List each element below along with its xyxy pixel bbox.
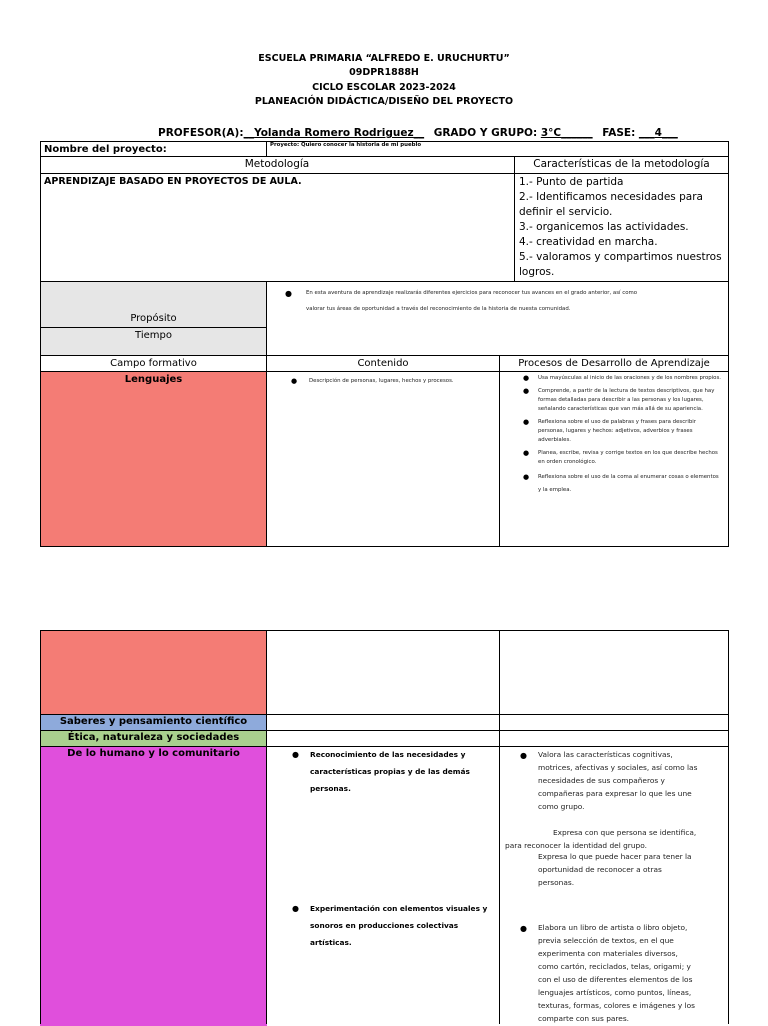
bullet-icon: ● xyxy=(520,924,527,933)
campo-header: Campo formativo xyxy=(110,358,197,369)
proceso-item: ● Planea, escribe, revisa y corrige textos en los que describe hechos en orden cronológico. xyxy=(522,449,722,467)
metodologia-header: Metodología xyxy=(244,158,310,170)
proceso-item: ● Comprende, a partir de la lectura de textos descriptivos, que hay formas detalladas para describir a las personas y los lugares, señalando características que van más allá de su apariencia. xyxy=(522,387,722,414)
caracteristica-item: 5.- valoramos y compartimos nuestros xyxy=(519,251,722,263)
text-line: Valora las características cognitivas, xyxy=(538,750,673,759)
col-divider xyxy=(266,141,267,157)
contenido-humano-1 xyxy=(310,748,470,795)
text-line: como cartón, reciclados, telas, origami; y xyxy=(538,962,691,971)
table-right-border xyxy=(728,630,729,1024)
text-line: sonoros en producciones colectivas xyxy=(310,921,459,930)
bullet-icon: ● xyxy=(285,289,292,298)
text-line: necesidades de sus compañeros y xyxy=(538,776,665,785)
fase-label: FASE: xyxy=(602,127,636,139)
text-line: con el uso de diferentes elementos de los xyxy=(538,975,693,984)
humano-label: De lo humano y lo comunitario xyxy=(67,748,240,759)
table-top-border xyxy=(40,630,729,631)
text-line: lenguajes artísticos, como puntos, líneas, xyxy=(538,988,692,997)
school-cycle: CICLO ESCOLAR 2023-2024 xyxy=(312,82,456,93)
lenguajes-contenido: Descripción de personas, lugares, hechos y procesos. xyxy=(309,378,454,384)
procesos-header: Procesos de Desarrollo de Aprendizaje xyxy=(518,358,710,369)
school-code: 09DPR1888H xyxy=(349,67,419,78)
text-line: Reconocimiento de las necesidades y xyxy=(310,750,466,759)
lenguajes-procesos-list xyxy=(522,374,722,497)
bullet-icon: ● xyxy=(291,377,298,385)
text-line: compañeras para expresar lo que les une xyxy=(538,789,692,798)
text-line: características propias y de las demás xyxy=(310,767,470,776)
tiempo-label: Tiempo xyxy=(135,330,172,341)
proceso-humano-4 xyxy=(538,921,695,1025)
caracteristica-item: definir el servicio. xyxy=(519,206,613,218)
text-line: personas. xyxy=(310,784,351,793)
col-divider xyxy=(499,355,500,547)
text-line: oportunidad de reconocer a otras xyxy=(538,865,662,874)
col-divider xyxy=(499,630,500,1024)
profesor-label: PROFESOR(A): xyxy=(158,127,244,139)
fase-value: ___4___ xyxy=(638,127,678,139)
bullet-icon: ● xyxy=(520,751,527,760)
row-divider xyxy=(40,371,729,372)
row-divider xyxy=(40,746,729,747)
row-divider xyxy=(40,714,729,715)
text-line: Elabora un libro de artista o libro objeto, xyxy=(538,923,688,932)
proceso-humano-2b: para reconocer la identidad del grupo. xyxy=(505,841,647,850)
proceso-item: ● Reflexiona sobre el uso de palabras y frases para describir personas, lugares y hechos: adjetivos, adverbios y frases adverbiales. xyxy=(522,418,722,445)
caracteristica-item: logros. xyxy=(519,266,555,278)
text-line: Expresa lo que puede hacer para tener la xyxy=(538,852,692,861)
text-line: como grupo. xyxy=(538,802,585,811)
col-divider xyxy=(514,156,515,282)
text-line: experimenta con materiales diversos, xyxy=(538,949,678,958)
nombre-proyecto-value: Proyecto: Quiero conocer la historia de mi pueblo xyxy=(270,142,422,148)
proceso-humano-1 xyxy=(538,748,697,813)
bullet-icon: ● xyxy=(292,750,299,759)
saberes-label: Saberes y pensamiento científico xyxy=(59,716,248,727)
text-line: Experimentación con elementos visuales y xyxy=(310,904,488,913)
text-line: texturas, formas, colores e imágenes y los xyxy=(538,1001,695,1010)
nombre-proyecto-label: Nombre del proyecto: xyxy=(44,144,167,155)
contenido-humano-2 xyxy=(310,902,487,949)
grado-value: 3°C______ xyxy=(540,127,593,139)
grado-label: GRADO Y GRUPO: xyxy=(433,127,538,139)
caracteristica-item: 2.- Identificamos necesidades para xyxy=(519,191,703,203)
row-divider xyxy=(40,173,729,174)
table-left-border xyxy=(40,630,41,1024)
text-line: personas. xyxy=(538,878,575,887)
lenguajes-continued-fill xyxy=(40,630,267,714)
profesor-value: __Yolanda Romero Rodriguez__ xyxy=(243,127,425,139)
row-divider xyxy=(40,355,729,356)
text-line: comparte con sus pares. xyxy=(538,1014,630,1023)
caracteristicas-list xyxy=(519,175,722,280)
text-line: previa selección de textos, en el que xyxy=(538,936,674,945)
text-line: motrices, afectivas y sociales, así como las xyxy=(538,763,698,772)
proceso-humano-2a: Expresa con que persona se identifica, xyxy=(553,828,697,837)
proceso-humano-3 xyxy=(538,850,692,889)
proceso-item: ● Reflexiona sobre el uso de la coma al enumerar cosas o elementos y la emplea. xyxy=(522,471,722,497)
caracteristica-item: 1.- Punto de partida xyxy=(519,176,624,188)
caracteristica-item: 3.- organicemos las actividades. xyxy=(519,221,689,233)
proposito-text-line2: valorar tus áreas de oportunidad a través del reconocimiento de la historia de nuesta comunidad. xyxy=(306,306,571,312)
document-title: PLANEACIÓN DIDÁCTICA/DISEÑO DEL PROYECTO xyxy=(254,96,514,107)
proceso-item: ● Usa mayúsculas al inicio de las oraciones y de los nombres propios. xyxy=(522,374,722,383)
text-line: artísticas. xyxy=(310,938,352,947)
caracteristica-item: 4.- creatividad en marcha. xyxy=(519,236,658,248)
bullet-icon: ● xyxy=(292,904,299,913)
proposito-text-line1: En esta aventura de aprendizaje realizarás diferentes ejercicios para reconocer tus avances en el grado anterior, así como xyxy=(306,290,638,296)
teacher-info-line xyxy=(158,127,678,139)
row-divider xyxy=(40,156,729,157)
etica-label: Ética, naturaleza y sociedades xyxy=(67,732,240,743)
caracteristicas-header: Características de la metodología xyxy=(533,158,710,170)
lenguajes-label: Lenguajes xyxy=(124,374,183,385)
metodologia-value: APRENDIZAJE BASADO EN PROYECTOS DE AULA. xyxy=(44,176,302,187)
proposito-label: Propósito xyxy=(130,313,177,324)
school-name: ESCUELA PRIMARIA “ALFREDO E. URUCHURTU” xyxy=(258,53,510,64)
contenido-header: Contenido xyxy=(357,358,409,369)
row-divider xyxy=(40,730,729,731)
humano-cell-fill xyxy=(40,746,267,1026)
col-divider xyxy=(266,630,267,1024)
